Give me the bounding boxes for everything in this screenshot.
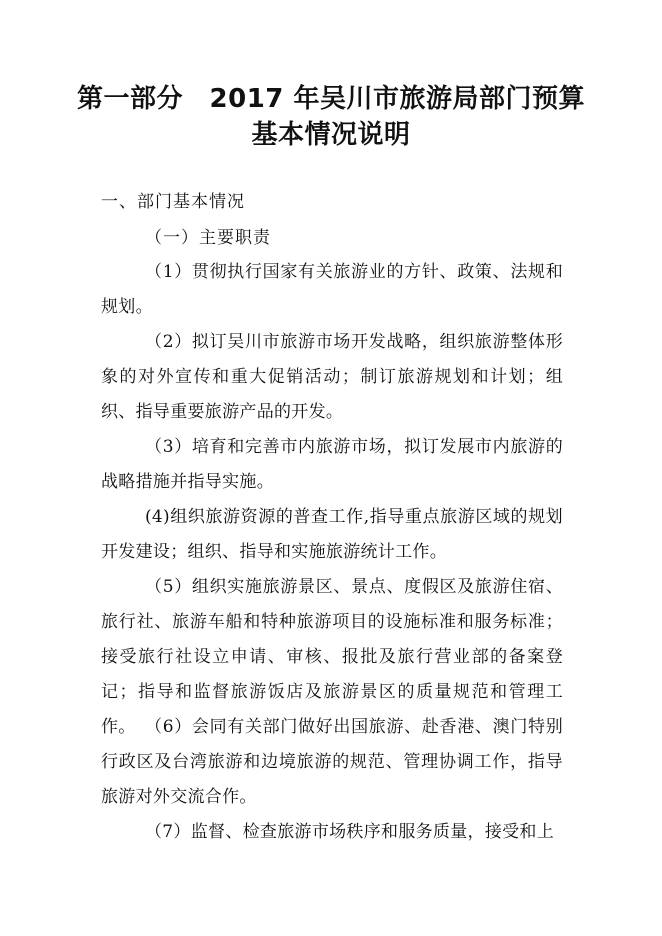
paragraph-duty-5: （5）组织实施旅游景区、景点、度假区及旅游住宿、旅行社、旅游车船和特种旅游项目的设施标准和服务标准；接受旅行社设立申请、审核、报批及旅行营业部的备案登记；指导和监督旅游饭店及旅游景区的质量规范和管理工作。 bbox=[101, 577, 563, 737]
subsection-heading: （一）主要职责 bbox=[145, 228, 271, 248]
document-title-line-2: 基本情况说明 bbox=[251, 120, 411, 150]
paragraph-duty-7: （7）监督、检查旅游市场秩序和服务质量，接受和上 bbox=[145, 822, 555, 842]
paragraph-duty-3: （3）培育和完善市内旅游市场，拟订发展市内旅游的战略措施并指导实施。 bbox=[101, 437, 563, 492]
section-heading: 一、部门基本情况 bbox=[101, 192, 245, 212]
paragraph-duty-4: (4)组织旅游资源的普查工作,指导重点旅游区域的规划开发建设；组织、指导和实施旅游统计工作。 bbox=[101, 507, 563, 562]
paragraph-duty-6: （6）会同有关部门做好出国旅游、赴香港、澳门特别行政区及台湾旅游和边境旅游的规范、管理协调工作，指导旅游对外交流合作。 bbox=[101, 717, 563, 807]
paragraph-duty-2: （2）拟订吴川市旅游市场开发战略，组织旅游整体形象的对外宣传和重大促销活动；制订旅游规划和计划；组织、指导重要旅游产品的开发。 bbox=[101, 332, 563, 422]
document-title-line-1: 第一部分 2017 年吴川市旅游局部门预算 bbox=[77, 84, 585, 114]
paragraph-duty-1: （1）贯彻执行国家有关旅游业的方针、政策、法规和规划。 bbox=[101, 262, 563, 317]
